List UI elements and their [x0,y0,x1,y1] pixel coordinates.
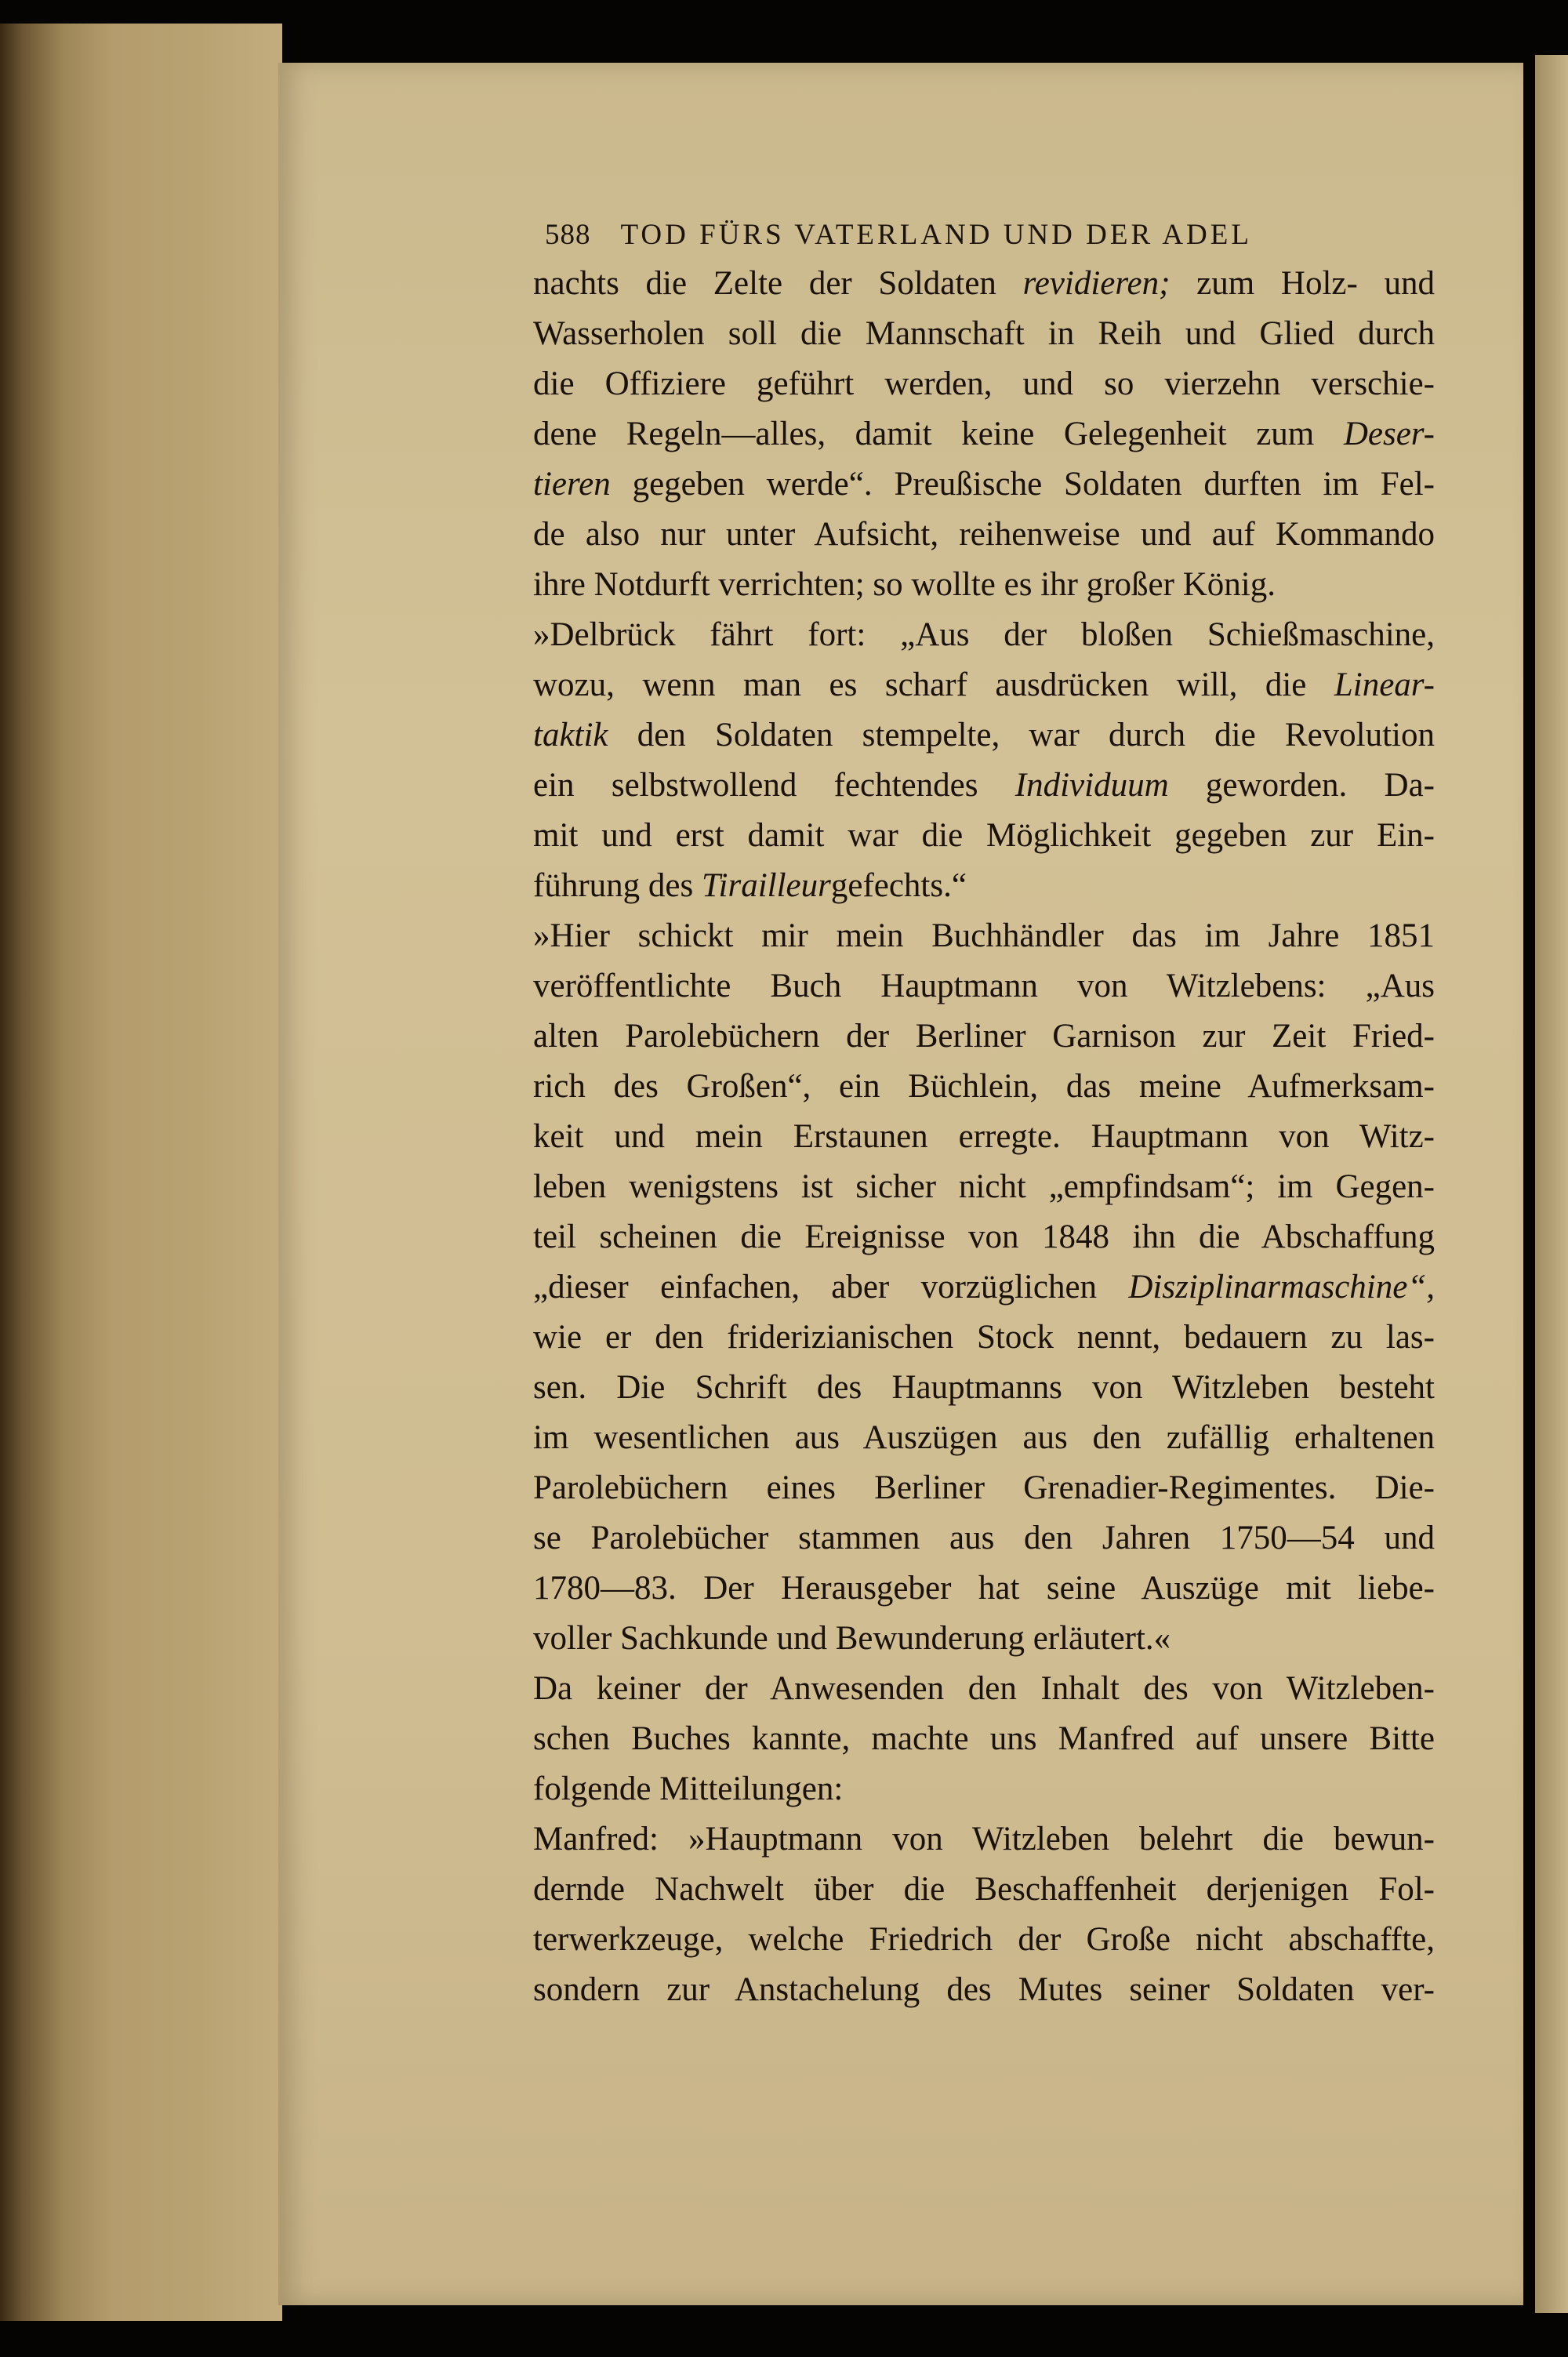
text-line [533,710,1435,761]
italic-text: Disziplinarmaschine“, [1128,1269,1435,1306]
text-segment: terwerkzeuge, welche Friedrich der Große nicht abschaffte, [533,1921,1435,1958]
text-line [533,1413,1435,1463]
text-segment: de also nur unter Aufsicht, reihenweise und auf Kommando [533,516,1435,553]
text-segment: „dieser einfachen, aber vorzüglichen [533,1269,1129,1306]
text-segment: sondern zur Anstachelung des Mutes seiner Soldaten ver- [533,1971,1435,2008]
text-segment: die Offiziere geführt werden, und so vierzehn verschie- [533,365,1435,402]
text-segment: ihre Notdurft verrichten; so wollte es ihr großer König. [533,566,1276,603]
running-title: TOD FÜRS VATERLAND UND DER ADEL [620,219,1252,251]
italic-text: Tirailleur [701,867,831,904]
text-line [533,359,1435,409]
page-number: 588 [545,219,591,251]
text-segment: 1780—83. Der Herausgeber hat seine Auszüge mit liebe- [533,1570,1435,1607]
text-line [533,1563,1435,1614]
text-segment: Manfred: »Hauptmann von Witzleben belehrt die bewun- [533,1821,1435,1858]
text-line [533,660,1435,710]
italic-text: Linear- [1334,666,1435,703]
text-line [533,1513,1435,1563]
text-line [533,510,1435,560]
running-header [545,218,1454,265]
adjacent-page-edge [1535,55,1568,2313]
text-line [533,560,1435,610]
italic-text: revidieren; [1022,265,1171,302]
text-segment: Da keiner der Anwesenden den Inhalt des von Witzleben- [533,1670,1435,1707]
text-line [533,1262,1435,1313]
italic-text: Individuum [1014,767,1169,804]
text-line [533,1814,1435,1865]
text-segment: mit und erst damit war die Möglichkeit gegeben zur Ein- [533,817,1435,854]
text-line [533,861,1435,911]
text-line [533,1463,1435,1513]
text-line [533,1011,1435,1062]
text-line [533,1112,1435,1162]
book-edge [0,24,282,2321]
italic-text: tieren [533,466,611,503]
text-segment: im wesentlichen aus Auszügen aus den zufällig erhaltenen [533,1419,1435,1456]
text-segment: wie er den friderizianischen Stock nennt, bedauern zu las- [533,1319,1435,1356]
text-line [533,1965,1435,2015]
text-segment: »Hier schickt mir mein Buchhändler das im Jahre 1851 [533,917,1435,954]
text-line [533,1062,1435,1112]
text-segment: führung des [533,867,702,904]
text-segment: dernde Nachwelt über die Beschaffenheit derjenigen Fol- [533,1871,1435,1908]
text-segment: keit und mein Erstaunen erregte. Hauptmann von Witz- [533,1118,1435,1155]
text-segment: den Soldaten stempelte, war durch die Revolution [608,717,1435,754]
text-line [533,1664,1435,1714]
text-line [533,610,1435,660]
italic-text: taktik [533,717,608,754]
text-segment: dene Regeln—alles, damit keine Gelegenheit zum [533,416,1344,452]
text-segment: teil scheinen die Ereignisse von 1848 ihn die Abschaffung [533,1218,1435,1255]
text-line [533,309,1435,359]
text-line [533,1162,1435,1212]
text-segment: geworden. Da- [1168,767,1435,804]
text-line [533,1714,1435,1764]
text-line [533,911,1435,961]
text-segment: nachts die Zelte der Soldaten [533,265,1023,302]
text-line [533,409,1435,459]
italic-text: Deser- [1343,416,1435,452]
text-line [533,1363,1435,1413]
text-line [533,1614,1435,1664]
text-line [533,961,1435,1011]
text-line [533,1764,1435,1814]
text-segment: veröffentlichte Buch Hauptmann von Witzlebens: „Aus [533,968,1435,1004]
text-segment: schen Buches kannte, machte uns Manfred auf unsere Bitte [533,1720,1435,1757]
text-segment: »Delbrück fährt fort: „Aus der bloßen Schießmaschine, [533,616,1435,653]
text-segment: Parolebüchern eines Berliner Grenadier-Regimentes. Die- [533,1469,1435,1506]
text-line [533,1313,1435,1363]
text-line [533,811,1435,861]
text-segment: ein selbstwollend fechtendes [533,767,1015,804]
text-segment: folgende Mitteilungen: [533,1770,844,1807]
text-segment: sen. Die Schrift des Hauptmanns von Witzleben besteht [533,1369,1435,1406]
body-text [533,259,1435,2015]
text-segment: gegeben werde“. Preußische Soldaten durften im Fel- [610,466,1435,503]
text-segment: zum Holz- und [1170,265,1435,302]
text-line [533,1865,1435,1915]
text-line [533,459,1435,510]
text-line [533,1212,1435,1262]
text-segment: se Parolebücher stammen aus den Jahren 1750—54 und [533,1520,1435,1556]
text-segment: rich des Großen“, ein Büchlein, das meine Aufmerksam- [533,1068,1435,1105]
text-segment: alten Parolebüchern der Berliner Garnison zur Zeit Fried- [533,1018,1435,1055]
text-line [533,259,1435,309]
text-line [533,761,1435,811]
text-line [533,1915,1435,1965]
text-segment: wozu, wenn man es scharf ausdrücken will, die [533,666,1334,703]
text-segment: leben wenigstens ist sicher nicht „empfindsam“; im Gegen- [533,1168,1435,1205]
text-segment: voller Sachkunde und Bewunderung erläutert.« [533,1620,1171,1657]
text-segment: Wasserholen soll die Mannschaft in Reih und Glied durch [533,315,1435,352]
text-segment: gefechts.“ [830,867,967,904]
